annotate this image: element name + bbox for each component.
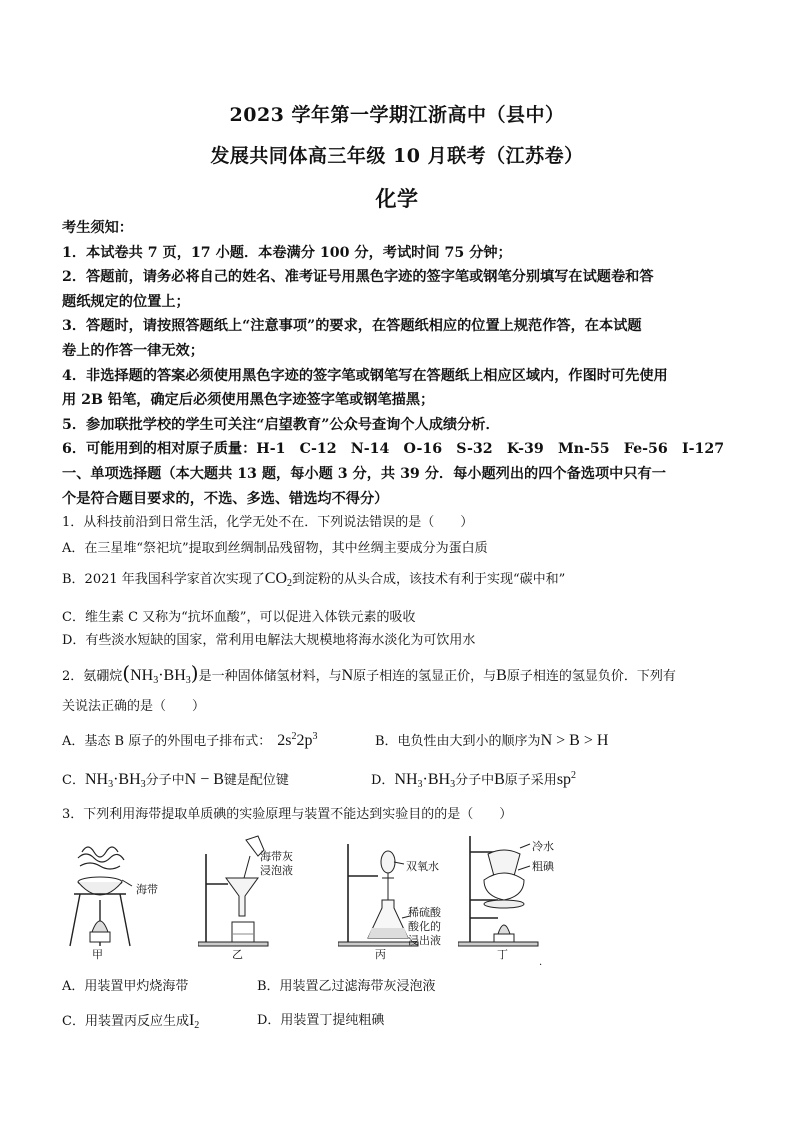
q2-options-cd [62, 772, 742, 789]
jia-label: 甲 [92, 948, 103, 961]
notice-item: 1．本试卷共 7 页，17 小题．本卷满分 100 分，考试时间 75 分钟； [62, 244, 512, 261]
q2-options-ab [62, 733, 742, 750]
subject-title: 化学 [375, 186, 419, 211]
q2-option-a: A．基态 B 原子的外围电子排布式： $2s^22p^3$ [62, 731, 318, 749]
notice-block [62, 216, 734, 511]
q2-stem-line2: 关说法正确的是（ ） [62, 699, 206, 714]
q2-option-d: D．$NH_3\cdot BH_3$分子中B原子采用$sp^2$ [371, 770, 577, 790]
q2-option-b: B．电负性由大到小的顺序为N > B > H [375, 732, 609, 749]
bing-label: 丙 [375, 948, 386, 961]
notice-heading: 考生须知： [62, 220, 133, 236]
notice-item: 3．答题时，请按照答题纸上“注意事项”的要求，在答题纸相应的位置上规范作答，在本试题 [62, 318, 642, 335]
notice-item: 卷上的作答一律无效； [62, 342, 204, 359]
q1-option-b-pre: B．2021 年我国科学家首次实现了 [62, 572, 265, 587]
jia-seaweed-label: 海带 [136, 883, 158, 896]
yi-label: 乙 [232, 948, 243, 961]
bing-label-2: 稀硫酸 [408, 906, 441, 919]
ding-label-1: 冷水 [532, 840, 554, 853]
notice-item: 6．可能用到的相对原子质量：H-1 C-12 N-14 O-16 S-32 K-39 Mn-55 Fe-56 I-127 [62, 441, 725, 458]
bing-label-1: 双氧水 [406, 860, 439, 873]
yi-label-1: 海带灰 [260, 850, 293, 863]
q2-option-c: C．$NH_3\cdot BH_3$分子中N − B键是配位键 [62, 771, 289, 790]
notice-item: 用 2B 铅笔，确定后必须使用黑色字迹签字笔或钢笔描黑； [62, 392, 435, 409]
q3-option-b: B．用装置乙过滤海带灰浸泡液 [257, 979, 436, 994]
notice-item: 题纸规定的位置上； [62, 293, 190, 310]
q1-option-a: A．在三星堆“祭祀坑”提取到丝绸制品残留物，其中丝绸主要成分为蛋白质 [62, 541, 488, 556]
exam-title-line1: 2023 学年第一学期江浙高中（县中） [229, 104, 565, 126]
yi-label-2: 浸泡液 [260, 864, 293, 877]
q3-option-a: A．用装置甲灼烧海带 [62, 979, 189, 994]
q1-option-d: D．有些淡水短缺的国家，常利用电解法大规模地将海水淡化为可饮用水 [62, 633, 476, 648]
notice-item: 2．答题前，请务必将自己的姓名、准考证号用黑色字迹的签字笔或钢笔分别填写在试题卷和答 [62, 269, 654, 286]
q1-option-b-post: 到淀粉的从头合成，该技术有利于实现“碳中和” [292, 572, 566, 587]
q1-option-c: C．维生素 C 又称为“抗坏血酸”，可以促进入体铁元素的吸收 [62, 610, 416, 625]
ding-label: 丁 [497, 948, 508, 961]
q1-option-b [62, 571, 742, 588]
ding-label-2: 粗碘 [532, 860, 554, 873]
bing-label-3: 酸化的 [408, 920, 441, 933]
exam-title-line2: 发展共同体高三年级 10 月联考（江苏卷） [210, 145, 584, 167]
q3-options-cd [62, 1013, 742, 1030]
q3-option-c: C．用装置丙反应生成$I_2$ [62, 1012, 200, 1031]
apparatus-jia-burning [60, 834, 155, 966]
co2-formula: $CO_2$ [264, 570, 293, 589]
notice-item: 4．非选择题的答案必须使用黑色字迹的签字笔或钢笔写在答题纸上相应区域内，作图时可先使用 [62, 367, 668, 384]
bing-label-4: 浸出液 [408, 934, 441, 947]
q2-stem-line1: 2．氨硼烷$(NH_3\cdot BH_3)$是一种固体储氢材料，与N原子相连的氢显正价，与B原子相连的氢显负价．下列有 [62, 661, 676, 686]
notice-item: 5．参加联批学校的学生可关注“启望教育”公众号查询个人成绩分析． [62, 416, 500, 433]
q3-stem: 3．下列利用海带提取单质碘的实验原理与装置不能达到实验目的的是（ ） [62, 807, 513, 822]
section-heading-line2: 个是符合题目要求的，不选、多选、错选均不得分） [62, 490, 389, 507]
q1-stem: 1．从科技前沿到日常生活，化学无处不在．下列说法错误的是（ ） [62, 515, 474, 530]
stray-mark: . [539, 957, 543, 968]
q3-options-ab [62, 979, 742, 995]
section-heading-line1: 一、单项选择题（本大题共 13 题，每小题 3 分，共 39 分．每小题列出的四个备选项中只有一 [62, 465, 666, 482]
q3-option-d: D．用装置丁提纯粗碘 [257, 1013, 385, 1028]
q3-apparatus-figures [60, 834, 560, 966]
